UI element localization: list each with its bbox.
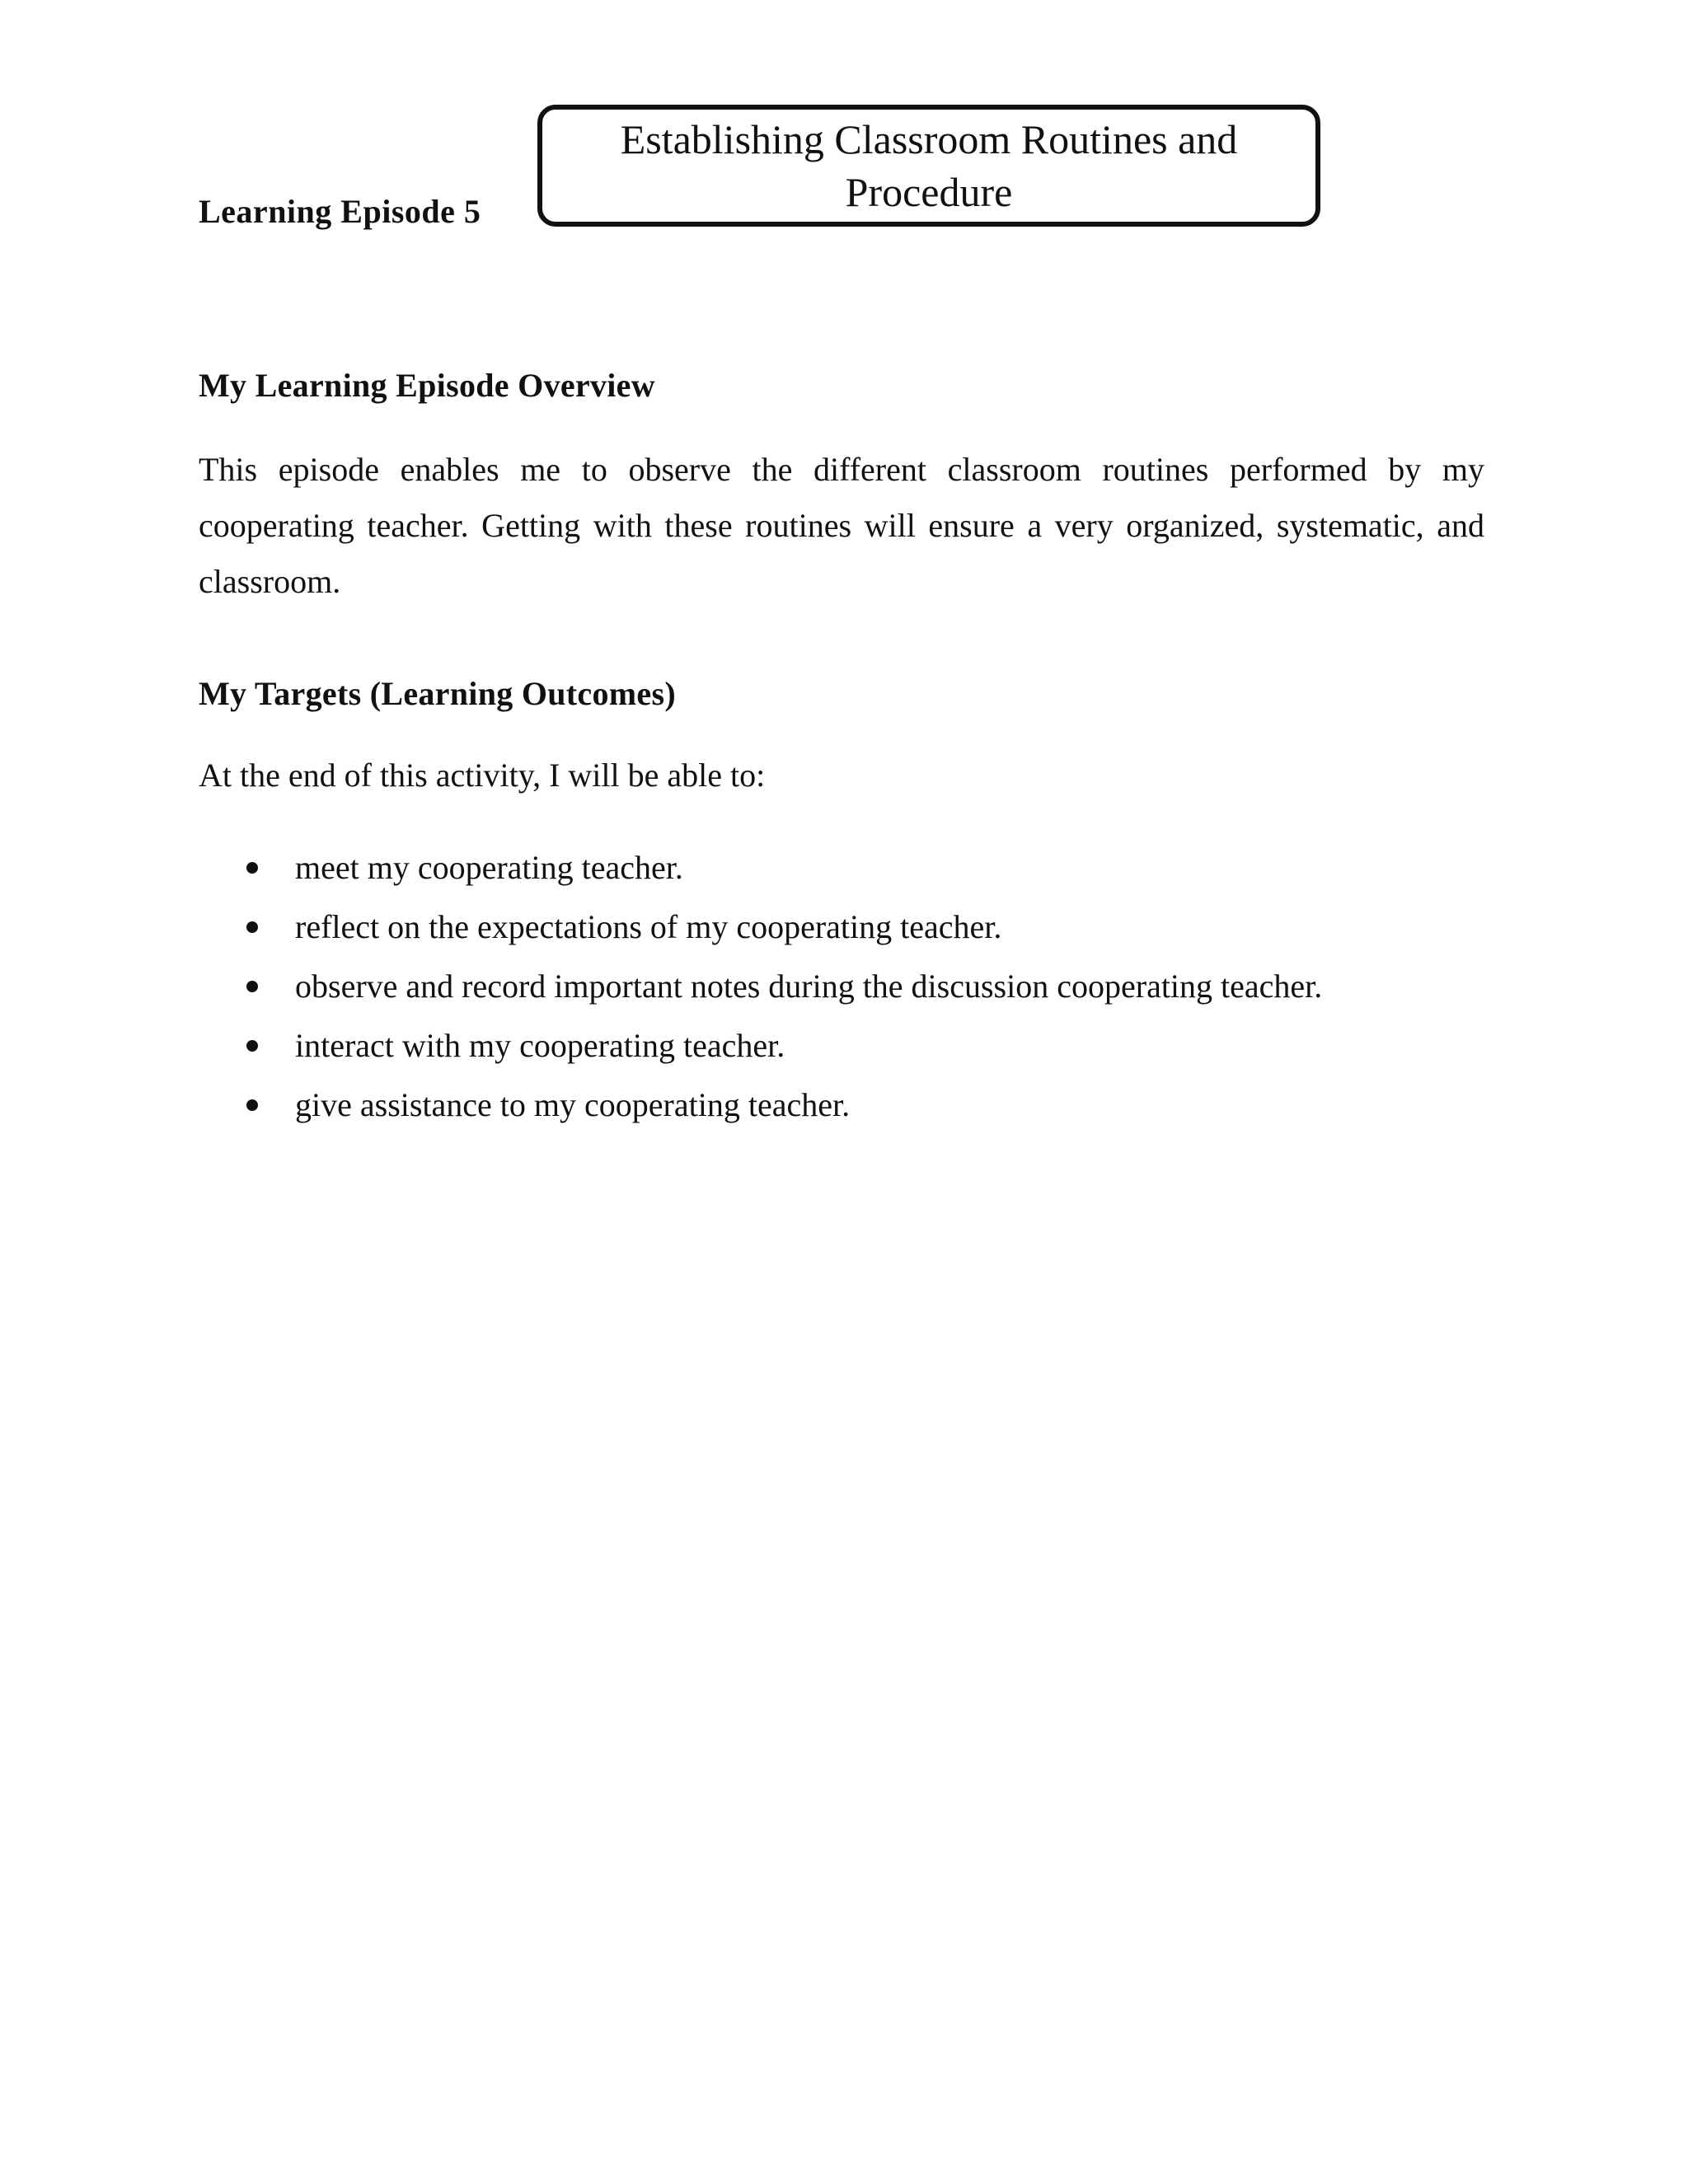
list-item-text: give assistance to my cooperating teacher. xyxy=(295,1086,851,1123)
list-item-text: interact with my cooperating teacher. xyxy=(295,1027,785,1064)
list-item-text: reflect on the expectations of my cooperating teacher. xyxy=(295,908,1002,945)
bullet-icon xyxy=(246,862,258,874)
targets-heading: My Targets (Learning Outcomes) xyxy=(199,675,676,712)
bullet-icon xyxy=(246,1040,258,1052)
bullet-icon xyxy=(246,921,258,933)
overview-paragraph: This episode enables me to observe the different classroom routines performed by my cooperating teacher. Getting with these routines will ensure a very organized, systematic, and classroom. xyxy=(199,451,1484,600)
document-title: Establishing Classroom Routines and Procedure xyxy=(620,116,1238,215)
title-box xyxy=(537,105,1320,227)
list-item-text: meet my cooperating teacher. xyxy=(295,849,683,886)
list-item-text: observe and record important notes during the discussion cooperating teacher. xyxy=(295,968,1323,1005)
bullet-icon xyxy=(246,981,258,992)
targets-intro: At the end of this activity, I will be able to: xyxy=(199,757,766,794)
episode-label: Learning Episode 5 xyxy=(199,193,481,230)
overview-heading: My Learning Episode Overview xyxy=(199,367,655,404)
bullet-icon xyxy=(246,1099,258,1111)
